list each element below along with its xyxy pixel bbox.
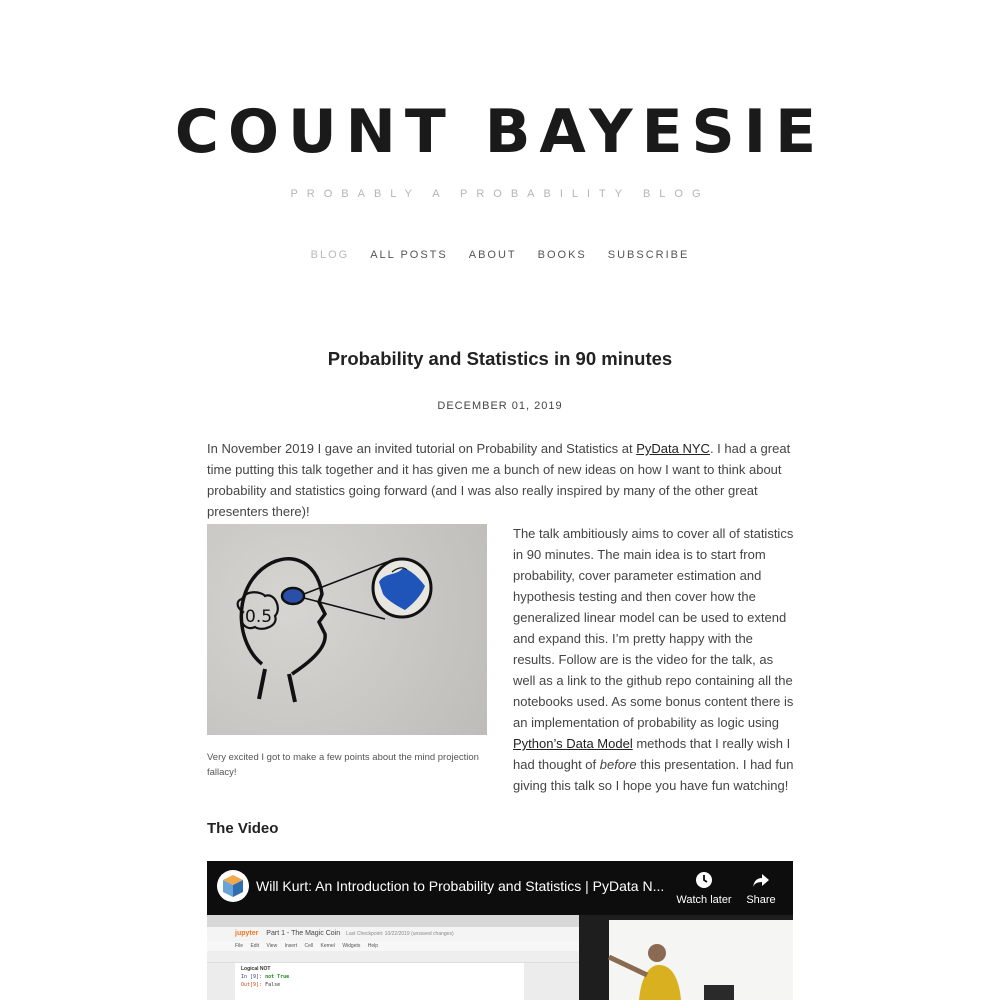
video-title-bar (207, 861, 793, 915)
notebook-cell (235, 963, 524, 1000)
video-title[interactable]: Will Kurt: An Introduction to Probability and Statistics | PyData N... (256, 878, 665, 894)
notebook-checkpoint: Last Checkpoint: 10/22/2019 (unsaved changes) (346, 931, 454, 937)
jupyter-toolbar (207, 951, 579, 963)
site-tagline: PROBABLY A PROBABILITY BLOG (290, 188, 710, 200)
python-data-model-link[interactable]: Python’s Data Model (513, 736, 633, 751)
intro-text: In November 2019 I gave an invited tutorial on Probability and Statistics at (207, 441, 637, 456)
video-thumbnail-notebook (207, 915, 579, 1000)
intro-text-continued: . I had a great time putting this talk together and it has given me a bunch of new ideas on how I want to think about probability and statistics going forward (and I was also really inspired by many of the other great presenters there)! (207, 441, 791, 519)
video-thumbnail-speaker (579, 915, 793, 1000)
cell-in-code: not True (265, 974, 290, 980)
watch-later-label: Watch later (676, 894, 732, 906)
post-title[interactable]: Probability and Statistics in 90 minutes (327, 348, 673, 369)
share-label: Share (746, 894, 776, 906)
post-figure (207, 524, 487, 780)
cell-out-value: False (265, 982, 281, 988)
section-heading-video[interactable]: The Video (207, 820, 279, 837)
channel-avatar[interactable] (217, 870, 249, 902)
jupyter-brand: jupyter (235, 930, 259, 937)
nav-item-about[interactable]: ABOUT (468, 249, 517, 261)
body-text-part2: methods that I really wish I had thought of (513, 736, 791, 772)
cell-in-prompt: In [9]: (241, 974, 263, 980)
main-nav (0, 249, 1000, 261)
clock-icon (695, 871, 713, 889)
drawing-illustration (207, 524, 487, 735)
figure-caption: Very excited I got to make a few points about the mind projection fallacy! (207, 752, 479, 778)
post-date[interactable]: DECEMBER 01, 2019 (437, 400, 563, 412)
jupyter-menu: File Edit View Insert Cell Kernel Widgets Help (207, 941, 579, 951)
watch-later-button[interactable] (674, 871, 734, 906)
drawing-number: 0.5 (245, 607, 273, 627)
pydata-logo-icon (217, 870, 249, 902)
nav-item-all-posts[interactable]: ALL POSTS (370, 249, 448, 261)
body-text-emphasis: before (599, 757, 637, 772)
speaker-scene (579, 915, 793, 1000)
mind-projection-drawing[interactable] (207, 524, 487, 735)
notebook-name: Part 1 - The Magic Coin (266, 930, 341, 937)
body-text-part1: The talk ambitiously aims to cover all of statistics in 90 minutes. The main idea is to start from probability, cover parameter estimation and hypothesis testing and then cover how the generalized linear model can be used to extend and expand this. I’m pretty happy with the results. Follow are is the video for the talk, as well as a link to the github repo containing all the notebooks used. As some bonus content there is an implementation of probability as logic using (513, 526, 794, 730)
post-body-text (513, 523, 795, 796)
browser-tab-strip (207, 915, 579, 927)
share-arrow-icon (752, 871, 770, 889)
body-text-part3: this presentation. I had fun giving this talk so I hope you have fun watching! (513, 757, 794, 793)
site-title[interactable]: COUNT BAYESIE (174, 97, 826, 167)
nav-item-blog[interactable]: BLOG (310, 249, 350, 261)
youtube-embed[interactable] (207, 861, 793, 1000)
cell-heading: Logical NOT (241, 966, 271, 972)
share-button[interactable] (731, 871, 791, 906)
post-intro (207, 438, 793, 522)
pydata-nyc-link[interactable]: PyData NYC (636, 441, 710, 456)
cell-out-prompt: Out[9]: (241, 982, 263, 988)
jupyter-header (207, 927, 579, 941)
nav-item-subscribe[interactable]: SUBSCRIBE (607, 249, 690, 261)
nav-item-books[interactable]: BOOKS (537, 249, 587, 261)
